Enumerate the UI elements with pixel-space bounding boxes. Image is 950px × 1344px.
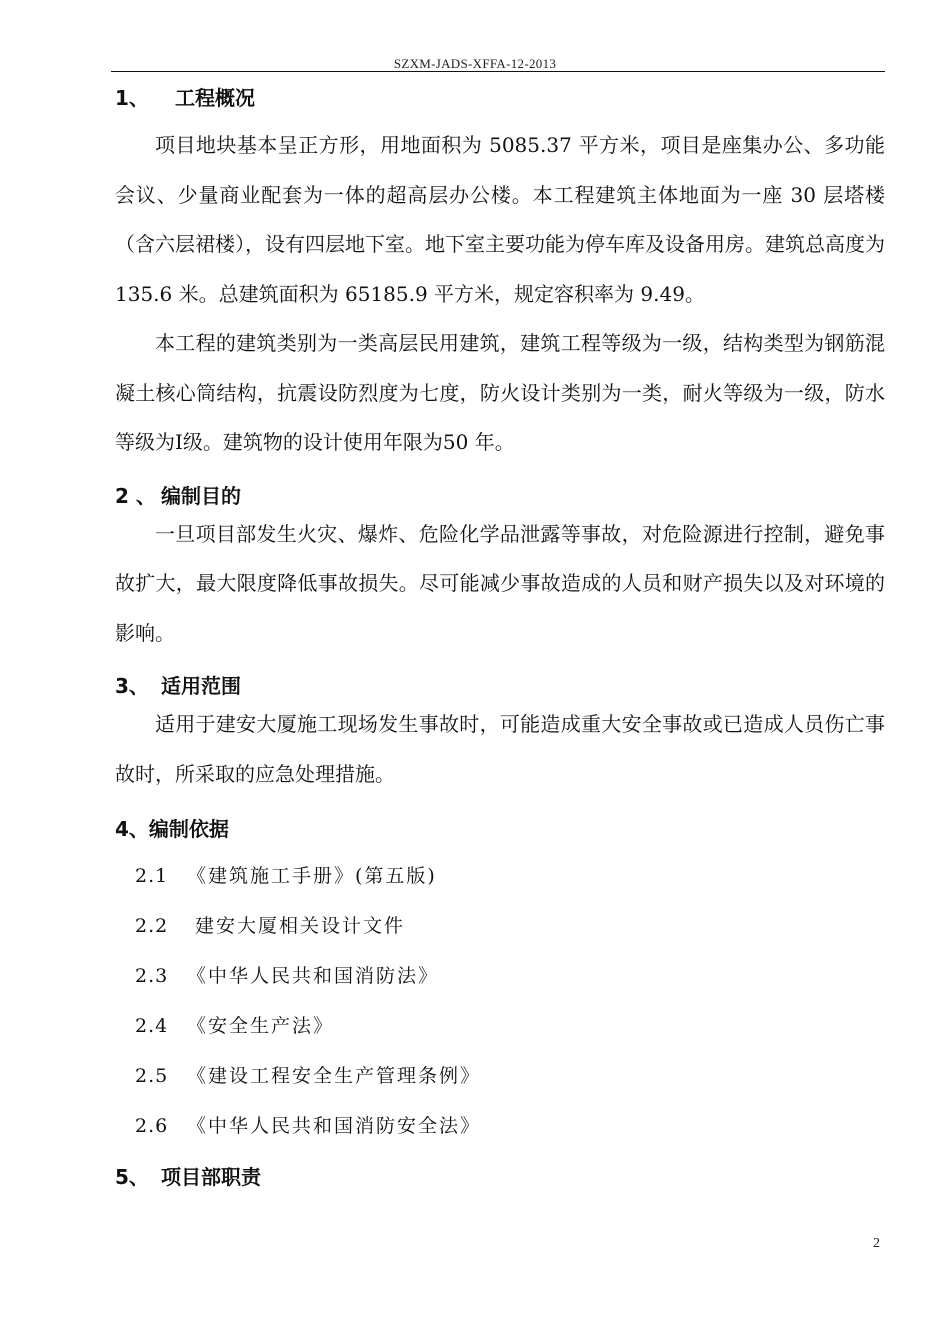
reference-item: 2.3 《中华人民共和国消防法》: [135, 965, 440, 987]
section-title: 适用范围: [161, 674, 241, 698]
scope-paragraph: 适用于建安大厦施工现场发生事故时，可能造成重大安全事故或已造成人员伤亡事故时，所采取的应急处理措施。: [115, 712, 885, 786]
section-number: 4、: [115, 817, 149, 841]
reference-item: 2.1 《建筑施工手册》(第五版): [135, 865, 437, 887]
page-number: 2: [873, 1236, 880, 1251]
section-title: 编制目的: [161, 483, 241, 508]
reference-item: 2.2 建安大厦相关设计文件: [135, 915, 406, 937]
section-heading-responsibilities: [115, 1157, 885, 1197]
section-heading-overview: [115, 78, 885, 118]
section-title: 项目部职责: [161, 1165, 261, 1189]
reference-item: 2.4 《安全生产法》: [135, 1015, 335, 1037]
section-number: 5、: [115, 1165, 149, 1189]
document-code-header: SZXM-JADS-XFFA-12-2013: [393, 56, 557, 71]
overview-paragraph-2: 本工程的建筑类别为一类高层民用建筑，建筑工程等级为一级，结构类型为钢筋混凝土核心筒结构，抗震设防烈度为七度，防火设计类别为一类，耐火等级为一级，防水等级为Ⅰ级。建筑物的设计使用年限为50 年。: [115, 331, 885, 454]
section-heading-basis: [115, 809, 885, 849]
reference-item: 2.5 《建设工程安全生产管理条例》: [135, 1065, 482, 1087]
purpose-paragraph: 一旦项目部发生火灾、爆炸、危险化学品泄露等事故，对危险源进行控制，避免事故扩大，最大限度降低事故损失。尽可能减少事故造成的人员和财产损失以及对环境的影响。: [115, 521, 885, 645]
section-number: 3、: [115, 674, 149, 698]
section-number: 2 、: [115, 483, 156, 508]
section-number: 1、: [115, 86, 149, 110]
document-body: [115, 78, 885, 1197]
section-title: 编制依据: [148, 817, 229, 841]
reference-list: [115, 851, 885, 1151]
header-divider-line: [111, 71, 885, 72]
reference-item: 2.6 《中华人民共和国消防安全法》: [135, 1115, 482, 1137]
overview-paragraph-1: 项目地块基本呈正方形，用地面积为 5085.37 平方米，项目是座集办公、多功能会议、少量商业配套为一体的超高层办公楼。本工程建筑主体地面为一座 30 层塔楼（含六层裙楼），设有四层地下室。地下室主要功能为停车库及设备用房。建筑总高度为 135.6 米。总建筑面积为 65185.9 平方米，规定容积率为 9.49。: [115, 133, 885, 306]
section-title: 工程概况: [175, 86, 255, 110]
